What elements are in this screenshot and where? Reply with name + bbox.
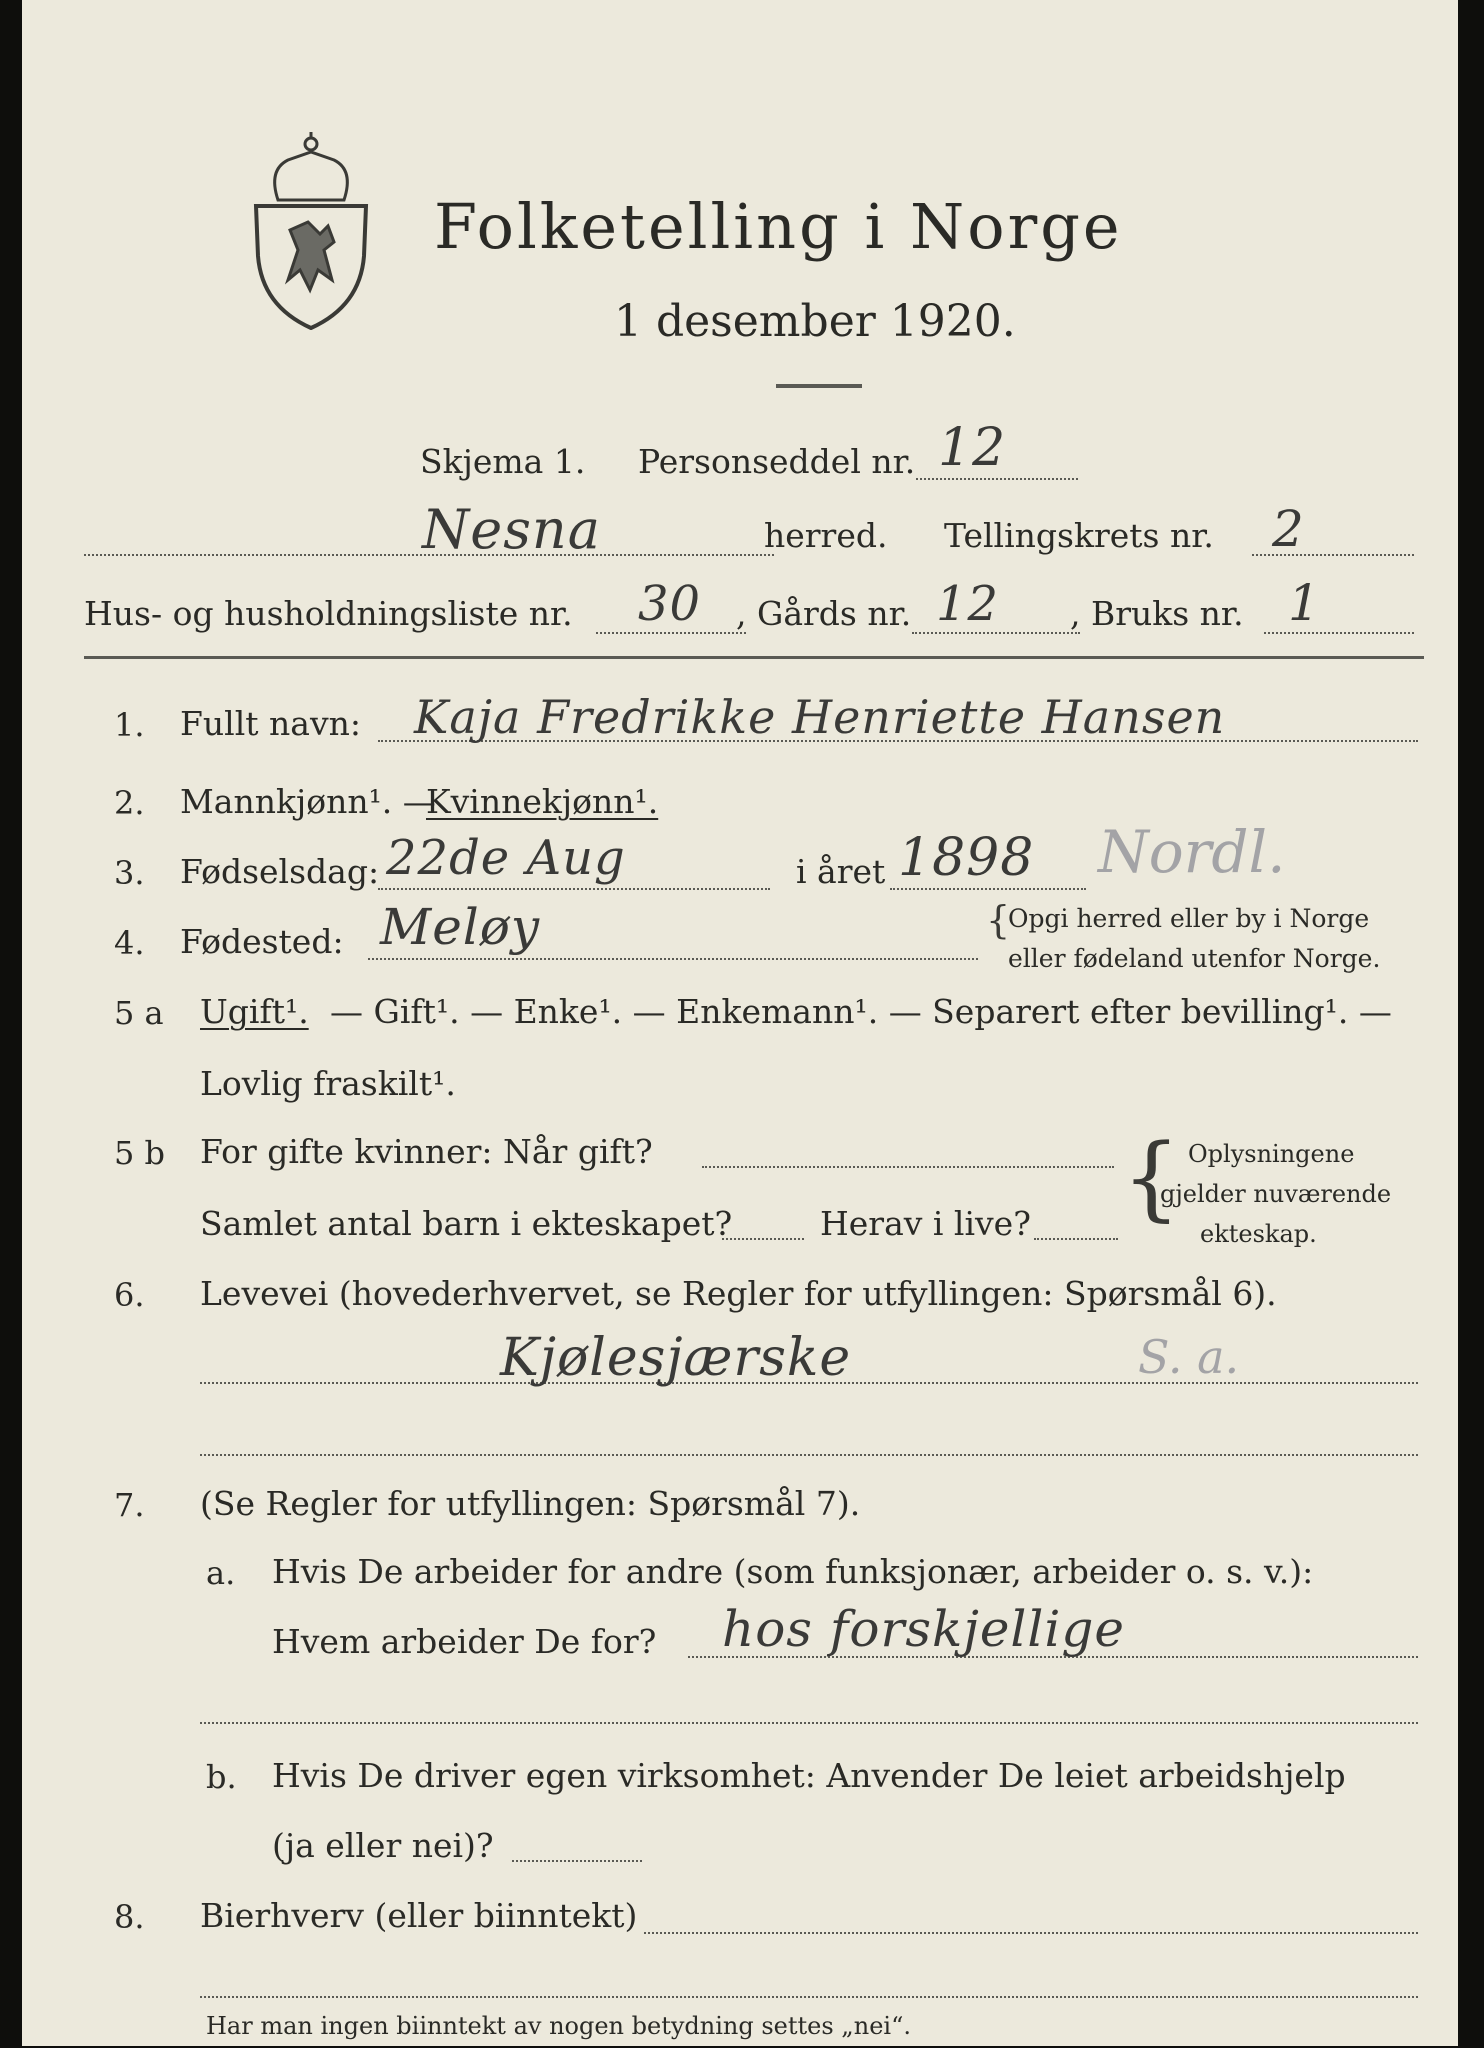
q5b-note2: gjelder nuværende	[1160, 1180, 1392, 1208]
pencil-occupation-code: S. a.	[1138, 1330, 1240, 1384]
aaret-label: i året	[796, 852, 886, 891]
form-date: 1 desember 1920.	[614, 296, 1016, 347]
q6-label: Levevei (hovederhvervet, se Regler for utfyllingen: Spørsmål 6).	[200, 1274, 1277, 1313]
header-rule	[84, 656, 1424, 659]
q4-number: 4.	[114, 924, 145, 962]
q7a-line2: Hvem arbeider De for?	[272, 1622, 657, 1661]
q7b-letter: b.	[206, 1758, 237, 1796]
q8-label: Bierhverv (eller biinntekt)	[200, 1896, 638, 1935]
q7a-letter: a.	[206, 1554, 236, 1592]
footer-note: Har man ingen biinntekt av nogen betydning settes „nei“.	[206, 2012, 911, 2040]
marital-options[interactable]: — Gift¹. — Enke¹. — Enkemann¹. — Separert efter bevilling¹. —	[330, 992, 1392, 1031]
tellingskrets-value[interactable]: 2	[1272, 500, 1305, 558]
q5a-number: 5 a	[114, 994, 164, 1032]
personseddel-value[interactable]: 12	[938, 418, 1007, 478]
herred-value[interactable]: Nesna	[422, 498, 601, 561]
pencil-note-region: Nordl.	[1098, 818, 1286, 886]
q3-label: Fødselsdag:	[180, 852, 380, 891]
q3-number: 3.	[114, 854, 145, 892]
personseddel-label: Personseddel nr.	[638, 442, 916, 481]
herav-label: Herav i live?	[820, 1204, 1031, 1243]
mannkjonn-option[interactable]: Mannkjønn¹. —	[180, 782, 436, 821]
husliste-value[interactable]: 30	[638, 576, 702, 632]
q5b-label2: Samlet antal barn i ekteskapet?	[200, 1204, 733, 1243]
birthday-value[interactable]: 22de Aug	[386, 830, 626, 886]
form-title: Folketelling i Norge	[434, 190, 1123, 263]
q5b-note3: ekteskap.	[1200, 1220, 1317, 1248]
q1-label: Fullt navn:	[180, 704, 361, 743]
lovlig-fraskilt-option[interactable]: Lovlig fraskilt¹.	[200, 1064, 456, 1103]
q7a-line1: Hvis De arbeider for andre (som funksjonær, arbeider o. s. v.):	[272, 1552, 1314, 1591]
q1-number: 1.	[114, 706, 145, 744]
norway-coat-of-arms-icon	[248, 130, 374, 330]
q8-number: 8.	[114, 1898, 145, 1936]
kvinnekjonn-option[interactable]: Kvinnekjønn¹.	[426, 782, 659, 821]
q7-number: 7.	[114, 1486, 145, 1524]
herred-label: herred.	[764, 516, 888, 555]
title-divider	[776, 384, 862, 388]
employer-value[interactable]: hos forskjellige	[722, 1600, 1125, 1658]
q6-number: 6.	[114, 1276, 145, 1314]
ugift-option[interactable]: Ugift¹.	[200, 992, 309, 1031]
q2-number: 2.	[114, 784, 145, 822]
q5b-label1: For gifte kvinner: Når gift?	[200, 1132, 653, 1171]
gards-value[interactable]: 12	[936, 576, 1000, 632]
bruks-value[interactable]: 1	[1288, 574, 1321, 632]
birth-year-value[interactable]: 1898	[898, 828, 1035, 888]
occupation-value[interactable]: Kjølesjærske	[500, 1328, 852, 1388]
census-form: Folketelling i Norge 1 desember 1920. Skjema 1. Personseddel nr. 12 Nesna herred. Tellingskrets nr. 2 Hus- og husholdningsliste nr. 30 , Gårds nr. 12 , Bruks nr. 1 1. Fullt navn: Kaja Fredrikke Henriette Hansen 2. Mannkjønn¹. — Kvinnekjønn¹. 3. Fødselsdag: 22de Aug i året 1898 Nordl. 4. Fødested: Meløy { Opgi herred eller by i Norge eller fødeland utenfor Norge. 5 a Ugift¹. — Gift¹. — Enke¹. — Enkemann¹. — Separert efter bevilling¹. — Lovlig fraskilt¹. 5 b For gifte kvinner: Når gift? Samlet antal barn i ekteskapet? Herav i live? { Oplysningene gjelder nuværende ekteskap. 6. Levevei (hovederhvervet, se Regler for utfyllingen: Spørsmål 6). Kjølesjærske S. a. 7. (Se Regler for utfyllingen: Spørsmål 7). a. Hvis De arbeider for andre (som funksjonær, arbeider o. s. v.): Hvem arbeider De for? hos forskjellige b. Hvis De driver egen virksomhet: Anvender De leiet arbeidshjelp (ja eller nei)? 8. Bierhverv (eller biinntekt) Har man ingen biinntekt av nogen betydning settes „nei“.	[22, 0, 1458, 2046]
q7b-line2: (ja eller nei)?	[272, 1826, 494, 1865]
q5b-note1: Oplysningene	[1188, 1140, 1355, 1168]
bruks-label: , Bruks nr.	[1070, 594, 1244, 633]
q5b-number: 5 b	[114, 1134, 166, 1172]
tellingskrets-label: Tellingskrets nr.	[944, 516, 1214, 555]
q4-label: Fødested:	[180, 922, 344, 961]
full-name-value[interactable]: Kaja Fredrikke Henriette Hansen	[414, 690, 1226, 744]
gards-label: , Gårds nr.	[736, 594, 912, 633]
q4-note-line1: Opgi herred eller by i Norge	[1008, 904, 1370, 933]
q7-label: (Se Regler for utfyllingen: Spørsmål 7).	[200, 1484, 861, 1523]
q4-note-line2: eller fødeland utenfor Norge.	[1008, 944, 1381, 973]
skjema-label: Skjema 1.	[420, 442, 586, 481]
husliste-label: Hus- og husholdningsliste nr.	[84, 594, 573, 633]
birthplace-value[interactable]: Meløy	[380, 898, 541, 956]
q7b-line1: Hvis De driver egen virksomhet: Anvender De leiet arbeidshjelp	[272, 1756, 1346, 1795]
